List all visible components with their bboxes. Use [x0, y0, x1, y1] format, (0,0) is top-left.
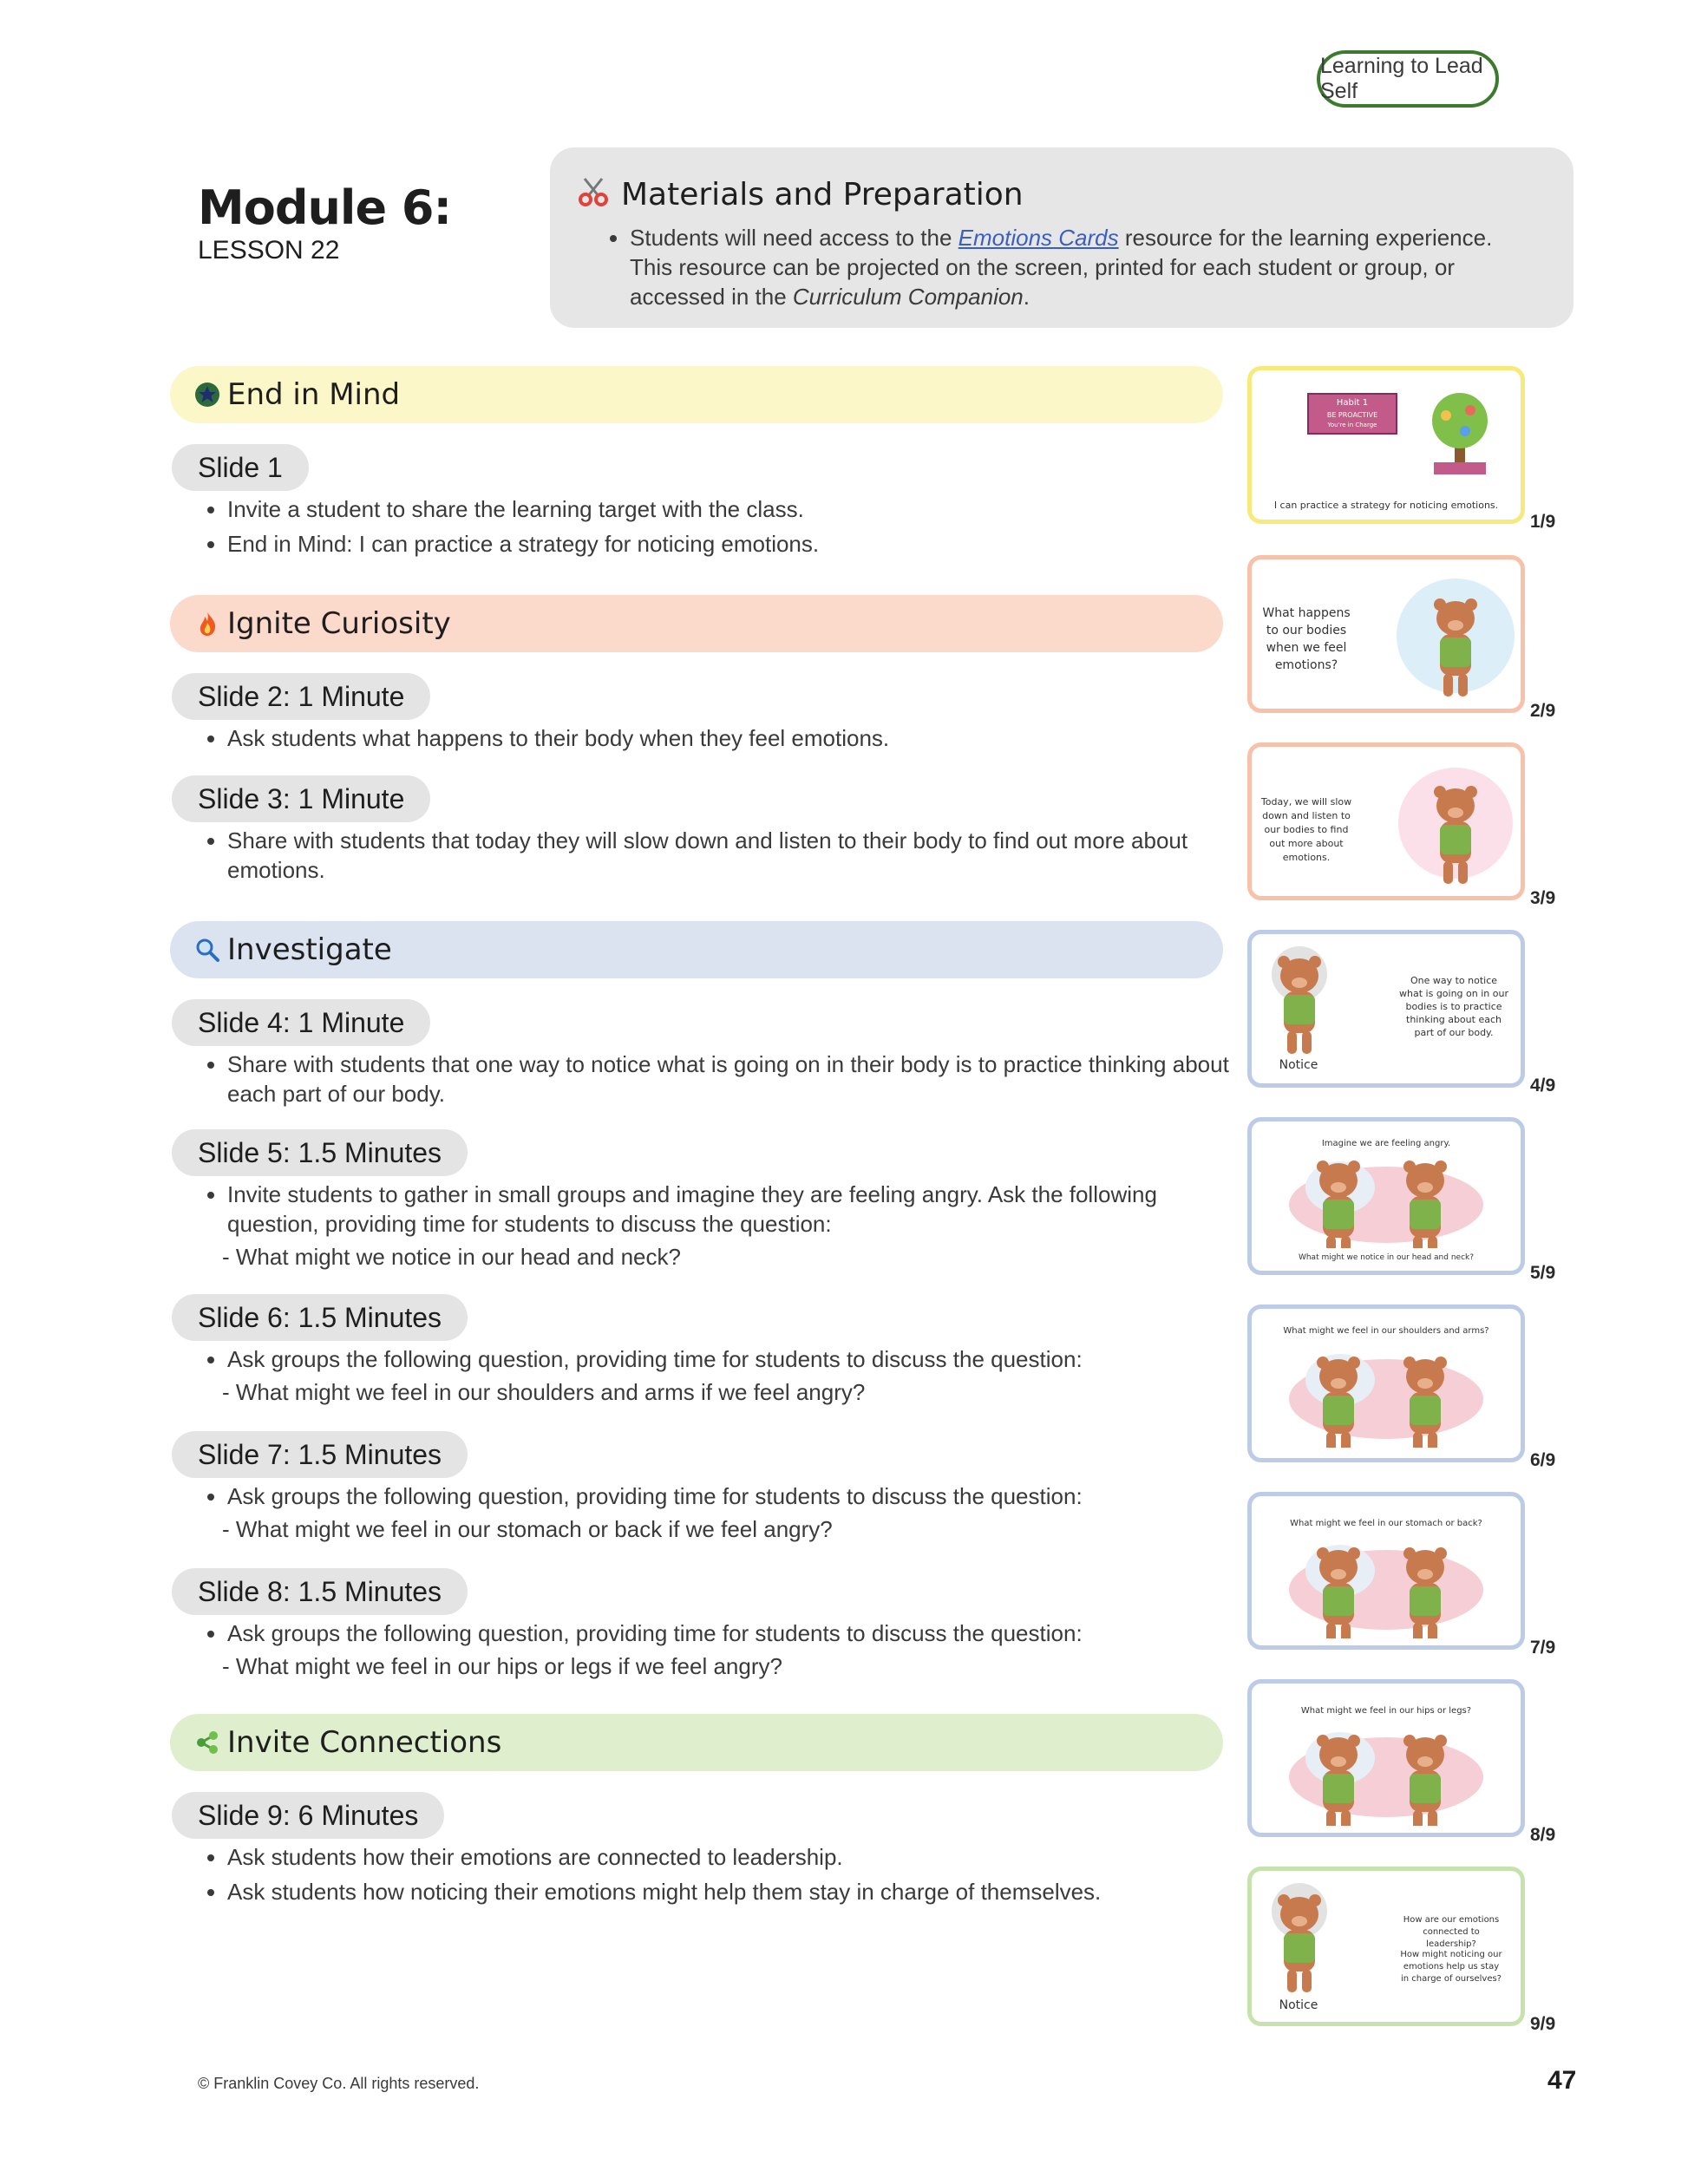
angry-bears-illustration — [1286, 1534, 1486, 1638]
list-item: • Ask groups the following question, providing time for students to discuss the question: — [227, 1344, 1233, 1374]
slide-thumbnail-4[interactable]: Notice One way to notice what is going on in our bodies is to practice thinking about each part of our body. — [1247, 930, 1525, 1088]
slide-thumbnail-7[interactable]: What might we feel in our stomach or back? — [1247, 1492, 1525, 1650]
slide-6-bullets — [193, 1344, 1233, 1379]
bear-illustration — [1260, 1883, 1338, 1999]
slide-8-subquestion: - What might we feel in our hips or legs if we feel angry? — [222, 1653, 782, 1679]
slide-thumbnail-8[interactable]: What might we feel in our hips or legs? — [1247, 1679, 1525, 1837]
section-end-in-mind: End in Mind — [170, 366, 1223, 423]
thumbnail-count: 1/9 — [1530, 512, 1556, 532]
star-icon — [194, 382, 220, 408]
module-title: Module 6: — [198, 180, 452, 235]
lesson-label: LESSON 22 — [198, 236, 340, 265]
slide-7-bullets — [193, 1481, 1233, 1516]
slide-2-bullets — [193, 723, 1233, 758]
slide-pill-7: Slide 7: 1.5 Minutes — [172, 1431, 468, 1478]
thumbnail-count: 4/9 — [1530, 1076, 1556, 1095]
slide-9-bullets — [193, 1842, 1233, 1912]
slide-thumbnail-2[interactable]: What happens to our bodies when we feel emotions? — [1247, 555, 1525, 713]
angry-bears-illustration — [1286, 1344, 1486, 1448]
thumbnail-count: 9/9 — [1530, 2014, 1556, 2034]
slide-thumbnail-9[interactable]: Notice How are our emotions connected to leadership? How might noticing our emotions help us stay in charge of ourselves? — [1247, 1867, 1525, 2026]
thumbnail-count: 2/9 — [1530, 701, 1556, 721]
slide-pill-2: Slide 2: 1 Minute — [172, 673, 430, 720]
network-icon — [194, 1730, 220, 1756]
list-item: • End in Mind: I can practice a strategy for noticing emotions. — [227, 529, 1233, 559]
slide-5-bullets — [193, 1180, 1233, 1244]
list-item: • Ask students how noticing their emotions might help them stay in charge of themselves. — [227, 1877, 1233, 1906]
list-item: • Ask groups the following question, providing time for students to discuss the question: — [227, 1481, 1233, 1511]
section-invite-connections: Invite Connections — [170, 1714, 1223, 1771]
slide-thumbnail-1[interactable]: Habit 1 BE PROACTIVE You're in Charge I can practice a strategy for noticing emotions. — [1247, 366, 1525, 524]
angry-bears-illustration — [1286, 1722, 1486, 1826]
habit-banner: Habit 1 BE PROACTIVE You're in Charge — [1307, 393, 1397, 435]
scissors-icon — [576, 173, 611, 216]
slide-pill-5: Slide 5: 1.5 Minutes — [172, 1129, 468, 1176]
slide-pill-6: Slide 6: 1.5 Minutes — [172, 1294, 468, 1341]
slide-pill-8: Slide 8: 1.5 Minutes — [172, 1568, 468, 1615]
emotions-cards-link[interactable]: Emotions Cards — [958, 225, 1119, 251]
materials-list — [576, 223, 1535, 311]
slide-3-bullets — [193, 826, 1233, 890]
angry-bears-illustration — [1286, 1153, 1486, 1248]
bear-illustration — [1390, 568, 1521, 707]
section-ignite-curiosity: Ignite Curiosity — [170, 595, 1223, 652]
list-item: • Invite students to gather in small groups and imagine they are feeling angry. Ask the following question, providing time for students to discuss the question: — [227, 1180, 1233, 1239]
page-number: 47 — [1547, 2066, 1577, 2095]
slide-pill-3: Slide 3: 1 Minute — [172, 775, 430, 822]
slide-5-subquestion: - What might we notice in our head and neck? — [222, 1244, 681, 1270]
materials-panel — [550, 147, 1574, 328]
course-tag: Learning to Lead Self — [1317, 50, 1499, 108]
list-item: • Invite a student to share the learning target with the class. — [227, 494, 1233, 524]
slide-thumbnail-3[interactable]: Today, we will slow down and listen to our bodies to find out more about emotions. — [1247, 742, 1525, 900]
slide-pill-9: Slide 9: 6 Minutes — [172, 1792, 444, 1839]
slide-1-bullets — [193, 494, 1233, 564]
list-item: • Ask groups the following question, providing time for students to discuss the question: — [227, 1618, 1233, 1648]
materials-title: Materials and Preparation — [621, 177, 1024, 213]
magnifier-icon — [194, 937, 220, 963]
thumbnail-count: 7/9 — [1530, 1638, 1556, 1658]
bear-illustration — [1390, 755, 1521, 894]
thumbnail-count: 8/9 — [1530, 1825, 1556, 1845]
slide-pill-1: Slide 1 — [172, 444, 309, 491]
list-item: • Ask students what happens to their body when they feel emotions. — [227, 723, 1233, 753]
thumbnail-count: 5/9 — [1530, 1263, 1556, 1283]
thumbnail-count: 3/9 — [1530, 888, 1556, 908]
slide-6-subquestion: - What might we feel in our shoulders and arms if we feel angry? — [222, 1379, 866, 1405]
list-item: • Share with students that one way to notice what is going on in their body is to practice thinking about each part of our body. — [227, 1049, 1233, 1108]
copyright: © Franklin Covey Co. All rights reserved. — [198, 2075, 480, 2092]
list-item: • Students will need access to the Emotions Cards resource for the learning experience. This resource can be projected on the screen, printed for each student or group, or accessed in the Curriculum Companion. — [630, 223, 1535, 311]
thumbnail-count: 6/9 — [1530, 1450, 1556, 1470]
bear-illustration — [1260, 946, 1338, 1059]
section-investigate: Investigate — [170, 921, 1223, 978]
tree-illustration — [1416, 386, 1503, 481]
slide-8-bullets — [193, 1618, 1233, 1653]
list-item: • Ask students how their emotions are connected to leadership. — [227, 1842, 1233, 1872]
slide-thumbnail-5[interactable]: Imagine we are feeling angry. What might we notice in our head and neck? — [1247, 1117, 1525, 1275]
slide-4-bullets — [193, 1049, 1233, 1114]
slide-7-subquestion: - What might we feel in our stomach or back if we feel angry? — [222, 1516, 833, 1542]
slide-thumbnail-6[interactable]: What might we feel in our shoulders and arms? — [1247, 1305, 1525, 1462]
flame-icon — [194, 611, 220, 637]
slide-pill-4: Slide 4: 1 Minute — [172, 999, 430, 1046]
list-item: • Share with students that today they will slow down and listen to their body to find out more about emotions. — [227, 826, 1233, 885]
